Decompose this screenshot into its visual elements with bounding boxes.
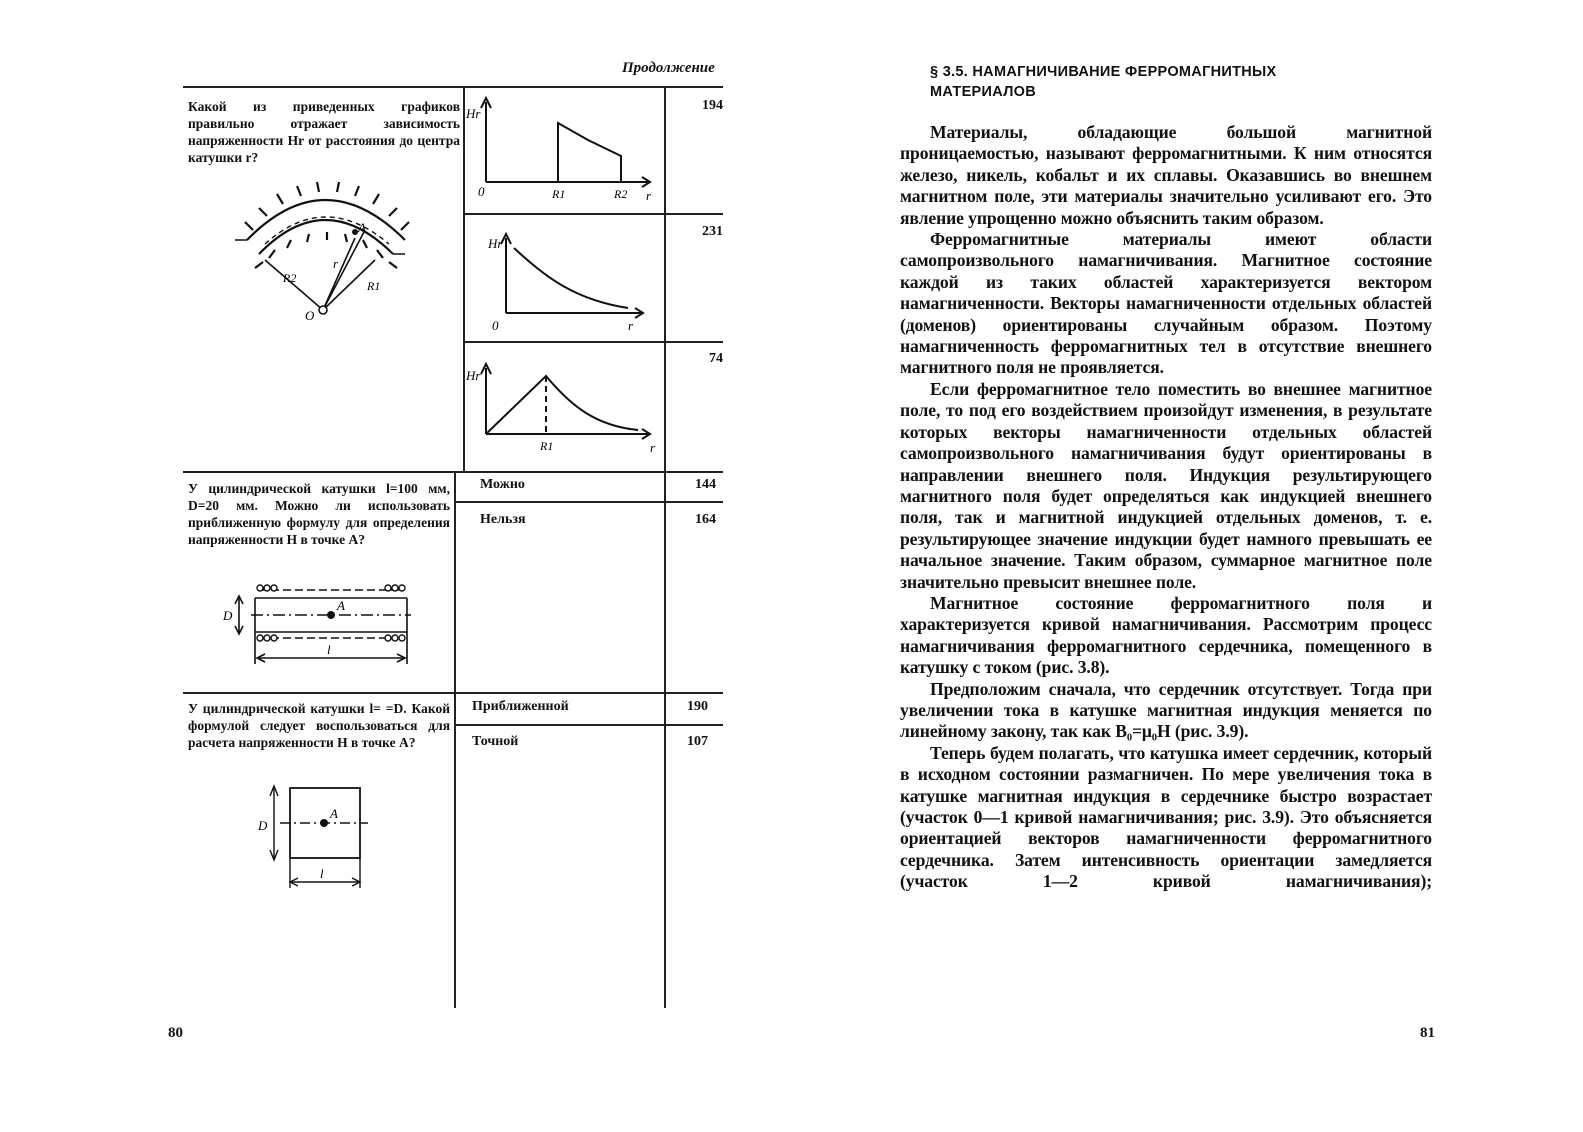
- answer-exact: Точной: [472, 734, 519, 749]
- row-rule-4: [454, 501, 723, 503]
- table-divider-ref: [664, 86, 666, 1008]
- fig1-label-r1: R1: [367, 279, 381, 293]
- section-title-line-1: § 3.5. НАМАГНИЧИВАНИЕ ФЕРРОМАГНИТНЫХ: [930, 64, 1277, 80]
- table-top-rule: [183, 86, 723, 88]
- graph-194-tick-r2: R2: [614, 187, 628, 201]
- graph-231-origin: 0: [492, 318, 499, 333]
- row-rule-2: [463, 341, 723, 343]
- fig3-label-l: l: [320, 866, 324, 881]
- paragraph-1: Материалы, обладающие большой магнитной проницаемостью, называют ферромагнитными. К ним относятся железо, никель, кобальт и их сплавы. Оказавшись во внешнем магнитном поле, эти материалы значительно усиливают его. Это явление упрощенно можно объяснить таким образом.: [900, 122, 1432, 228]
- continuation-label: Продолжение: [622, 60, 715, 76]
- graph-194-tick-r1: R1: [552, 187, 566, 201]
- ref-190: 190: [687, 699, 708, 714]
- left-page-number: 80: [168, 1025, 183, 1041]
- graph-74-xlabel: r: [650, 440, 656, 455]
- ref-144: 144: [695, 477, 716, 492]
- section-title: [930, 62, 1490, 102]
- ref-231: 231: [702, 224, 723, 239]
- graph-74-ylabel: Hr: [466, 368, 481, 383]
- coil-arc-figure: [225, 170, 425, 330]
- question-3-text: У цилиндрической катушки l= =D. Какой формулой следует воспользоваться для расчета напряженности H в точке A?: [188, 701, 450, 750]
- question-1-text: Какой из приведенных графиков правильно отражает зависимость напряженности Hr от расстояния до центра катушки r?: [188, 99, 460, 165]
- graph-194-origin: 0: [478, 184, 485, 199]
- right-page: [790, 0, 1583, 1132]
- paragraph-3: Если ферромагнитное тело поместить во внешнее магнитное поле, то под его воздействием произойдут изменения, в результате которых векторы намагниченности отдельных областей самопроизвольного намагничивания будут ориентированы в направлении внешнего поля. Индукция результирующего магнитного поля будет определяться как индукцией внешнего поля, так и магнитной индукцией отдельных доменов, т. е. результирующее значение индукции будет намного превышать ее начальное значение. Таким образом, суммарное магнитное поле значительно превысит внешнее поле.: [900, 378, 1432, 592]
- row-rule-6: [454, 724, 723, 726]
- row-rule-3: [183, 471, 723, 473]
- row-rule-1: [463, 213, 723, 215]
- table-divider-q1: [463, 86, 465, 472]
- ref-107: 107: [687, 734, 708, 749]
- graph-194: [466, 90, 662, 212]
- fig2-label-d: D: [223, 608, 233, 623]
- right-page-number: 81: [1420, 1025, 1435, 1041]
- row-rule-5: [183, 692, 723, 694]
- section-title-line-2: МАТЕРИАЛОВ: [930, 84, 1037, 100]
- graph-74: [466, 346, 662, 468]
- ref-194: 194: [702, 98, 723, 113]
- question-2-text: У цилиндрической катушки l=100 мм, D=20 мм. Можно ли использовать приближенную формулу для определения напряженности H в точке A?: [188, 481, 450, 547]
- fig1-label-r2: R2: [283, 271, 297, 285]
- graph-231-xlabel: r: [628, 318, 634, 333]
- ref-164: 164: [695, 512, 716, 527]
- graph-231: [466, 218, 662, 338]
- left-page: [0, 0, 760, 1132]
- graph-194-ylabel: Hr: [466, 106, 481, 121]
- paragraph-2: Ферромагнитные материалы имеют области самопроизвольного намагничивания. Магнитное состояние каждой из таких областей характеризуется вектором намагниченности. Векторы намагниченности отдельных областей (доменов) ориентированы случайным образом. Поэтому намагниченность ферромагнитных тел в отсутствие внешнего магнитного поля не проявляется.: [900, 229, 1432, 378]
- graph-194-xlabel: r: [646, 188, 652, 203]
- fig2-label-l: l: [327, 642, 331, 657]
- fig3-label-a: A: [330, 806, 338, 821]
- paragraph-4: Магнитное состояние ферромагнитного поля и характеризуется кривой намагничивания. Рассмотрим процесс намагничивания ферромагнитного сердечника, помещенного в катушку с током (рис. 3.8).: [900, 592, 1432, 678]
- answer-approximate: Приближенной: [472, 699, 569, 714]
- section-body: [900, 122, 1432, 893]
- paragraph-6: Теперь будем полагать, что катушка имеет сердечник, который в исходном состоянии размагничен. По мере увеличения тока в катушке магнитная индукция в сердечнике быстро возрастает (участок 0—1 кривой намагничивания; рис. 3.9). Это объясняется ориентацией векторов намагниченности ферромагнитного сердечника. Затем интенсивность ориентации замедляется (участок 1—2 кривой намагничивания);: [900, 742, 1432, 892]
- paragraph-5: Предположим сначала, что сердечник отсутствует. Тогда при увеличении тока в катушке магнитная индукция меняется по линейному закону, так как B₀=μ₀H (рис. 3.9).: [900, 678, 1432, 742]
- answer-cannot: Нельзя: [480, 512, 526, 527]
- cylinder-coil-figure: [215, 578, 425, 670]
- fig3-label-d: D: [258, 818, 268, 833]
- table-divider-main: [454, 472, 456, 1008]
- fig2-label-a: A: [337, 598, 345, 613]
- graph-74-tick-r1: R1: [540, 439, 554, 453]
- fig1-label-o: O: [305, 308, 315, 323]
- ref-74: 74: [709, 351, 723, 366]
- answer-can: Можно: [480, 477, 525, 492]
- square-coil-figure: [250, 780, 380, 892]
- graph-231-ylabel: Hr: [488, 236, 503, 251]
- fig1-label-r: r: [333, 256, 339, 271]
- fig1-label-a: A: [358, 220, 366, 235]
